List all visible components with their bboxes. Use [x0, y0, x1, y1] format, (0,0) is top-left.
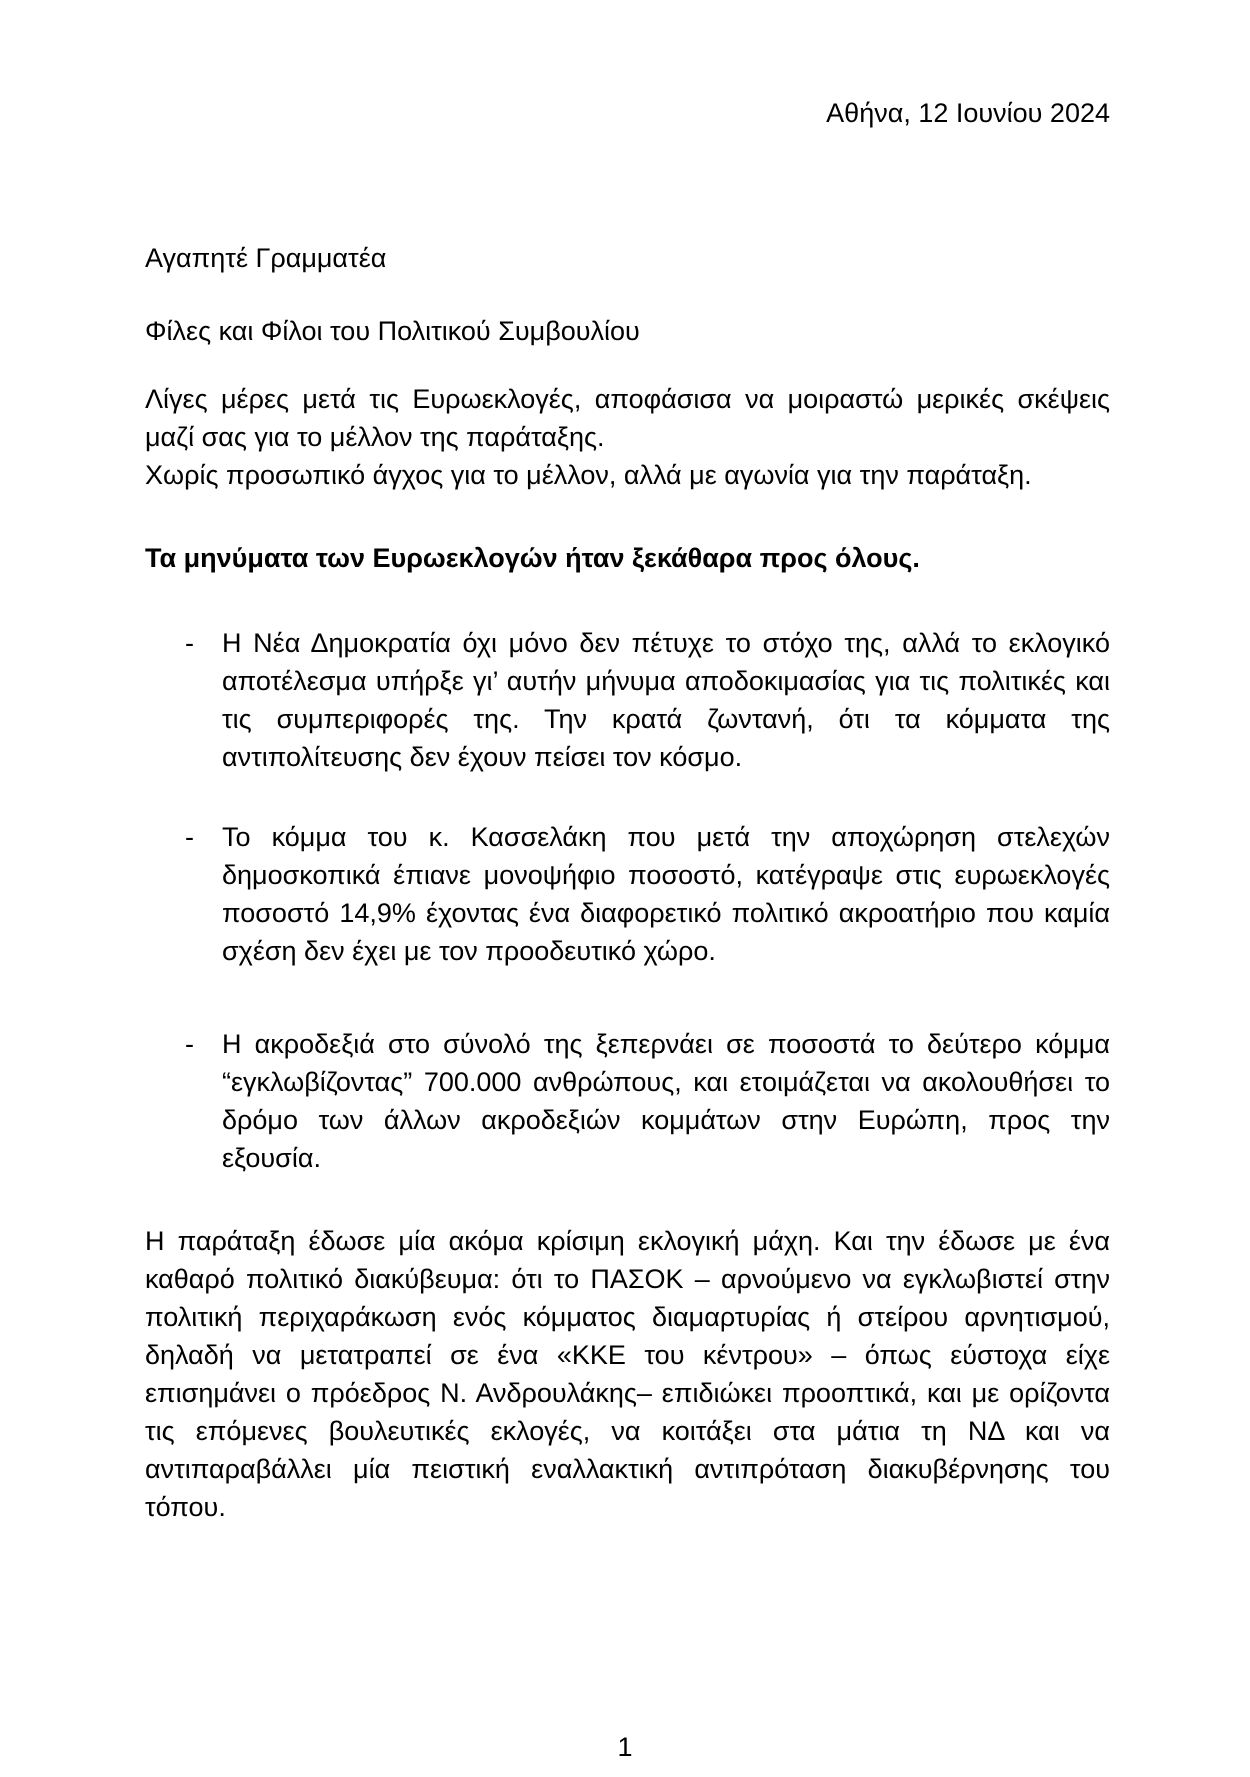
date-line: Αθήνα, 12 Ιουνίου 2024	[826, 98, 1110, 128]
bullet-text: Το κόμμα του κ. Κασσελάκη που μετά την αποχώρηση στελεχών δημοσκοπικά έπιανε μονοψήφιο ποσοστό, κατέγραψε στις ευρωεκλογές ποσοστό 14,9% έχοντας ένα διαφορετικό πολιτικό ακροατήριο που καμία σχέση δεν έχει με τον προοδευτικό χώρο.	[222, 822, 1110, 966]
salutation-primary: Αγαπητέ Γραμματέα	[145, 243, 387, 273]
bullet-item-kasselakis	[145, 818, 1110, 970]
dash-bullet-marker: -	[185, 628, 194, 658]
bullet-text: Η Νέα Δημοκρατία όχι μόνο δεν πέτυχε το στόχο της, αλλά το εκλογικό αποτέλεσμα υπήρξε γι’ αυτήν μήνυμα αποδοκιμασίας για τις πολιτικές και τις συμπεριφορές της. Την κρατά ζωντανή, ότι τα κόμματα της αντιπολίτευσης δεν έχουν πείσει τον κόσμο.	[222, 628, 1110, 772]
bold-heading: Τα μηνύματα των Ευρωεκλογών ήταν ξεκάθαρα προς όλους.	[145, 543, 920, 573]
bullet-text: Η ακροδεξιά στο σύνολό της ξεπερνάει σε ποσοστά το δεύτερο κόμμα “εγκλωβίζοντας” 700.000 ανθρώπους, και ετοιμάζεται να ακολουθήσει το δρόμο των άλλων ακροδεξιών κομμάτων στην Ευρώπη, προς την εξουσία.	[222, 1029, 1110, 1173]
bullet-item-far-right	[145, 1025, 1110, 1177]
bullet-item-nd	[145, 624, 1110, 776]
closing-paragraph: Η παράταξη έδωσε μία ακόμα κρίσιμη εκλογική μάχη. Και την έδωσε με ένα καθαρό πολιτικό διακύβευμα: ότι το ΠΑΣΟΚ – αρνούμενο να εγκλωβιστεί στην πολιτική περιχαράκωση ενός κόμματος διαμαρτυρίας ή στείρου αρνητισμού, δηλαδή να μετατραπεί σε ένα «ΚΚΕ του κέντρου» – όπως εύστοχα είχε επισημάνει ο πρόεδρος Ν. Ανδρουλάκης– επιδιώκει προοπτικά, και με ορίζοντα τις επόμενες βουλευτικές εκλογές, να κοιτάξει στα μάτια τη ΝΔ και να αντιπαραβάλλει μία πειστική εναλλακτική αντιπρόταση διακυβέρνησης του τόπου.	[145, 1226, 1110, 1522]
dash-bullet-marker: -	[185, 822, 194, 852]
page-number: 1	[617, 1732, 633, 1762]
intro-paragraph-sentence-1: Λίγες μέρες μετά τις Ευρωεκλογές, αποφάσισα να μοιραστώ μερικές σκέψεις μαζί σας για το μέλλον της παράταξης.	[145, 384, 1110, 452]
dash-bullet-marker: -	[185, 1029, 194, 1059]
salutation-secondary: Φίλες και Φίλοι του Πολιτικού Συμβουλίου	[145, 316, 640, 346]
intro-paragraph-sentence-2: Χωρίς προσωπικό άγχος για το μέλλον, αλλά με αγωνία για την παράταξη.	[145, 460, 1032, 490]
